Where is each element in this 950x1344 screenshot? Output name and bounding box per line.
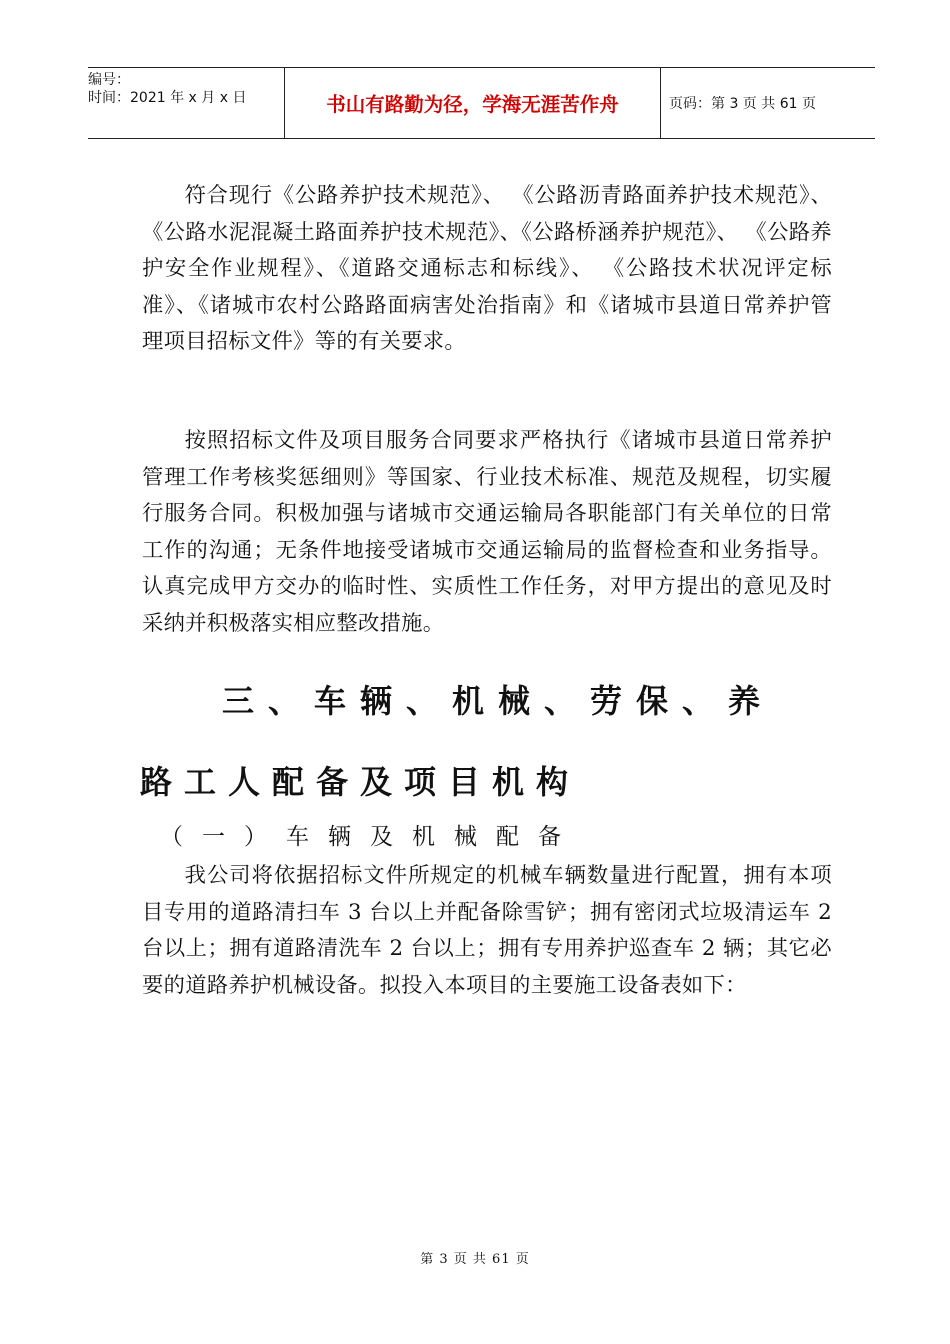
header-table (88, 67, 875, 139)
paragraph-text: 按照招标文件及项目服务合同要求严格执行《诸城市县道日常养护管理工作考核奖惩细则》等国家、行业技术标准、规范及规程，切实履行服务合同。积极加强与诸城市交通运输局各职能部门有关单位的日常工作的沟通；无条件地接受诸城市交通运输局的监督检查和业务指导。认真完成甲方交办的临时性、实质性工作任务，对甲方提出的意见及时采纳并积极落实相应整改措施。 (142, 428, 832, 636)
paragraph-text: 符合现行《公路养护技术规范》、 《公路沥青路面养护技术规范》、 《公路水泥混凝土路面养护技术规范》、《公路桥涵养护规范》、 《公路养护安全作业规程》、《道路交通标志和标线》、 《公路技术状况评定标准》、《诸城市农村公路路面病害处治指南》和《诸城市县道日常养护管理项目招标文件》等的有关要求。 (142, 183, 832, 354)
section-heading-line1: 三、车辆、机械、劳保、养 (222, 682, 775, 720)
paragraph-contract (142, 423, 832, 642)
paragraph-vehicles (142, 858, 832, 1004)
header-page-info: 页码：第 3 页 共 61 页 (669, 96, 816, 112)
section-heading-line2: 路工人配备及项目机构 (140, 763, 581, 801)
header-motto: 书山有路勤为径，学海无涯苦作舟 (285, 68, 661, 138)
number-label: 编号： (88, 72, 130, 88)
subsection-heading: （一）车辆及机械配备 (160, 824, 580, 850)
paragraph-text: 我公司将依据招标文件所规定的机械车辆数量进行配置，拥有本项目专用的道路清扫车 3 台以上并配备除雪铲；拥有密闭式垃圾清运车 2 台以上；拥有道路清洗车 2 台以上；拥有专用养护巡查车 2 辆；其它必要的道路养护机械设备。拟投入本项目的主要施工设备表如下： (142, 863, 832, 998)
time-label: 时间：2021 年 x 月 x 日 (88, 90, 247, 106)
paragraph-standards (142, 178, 832, 361)
page-footer: 第 3 页 共 61 页 (420, 1252, 530, 1267)
header-meta (88, 68, 285, 138)
